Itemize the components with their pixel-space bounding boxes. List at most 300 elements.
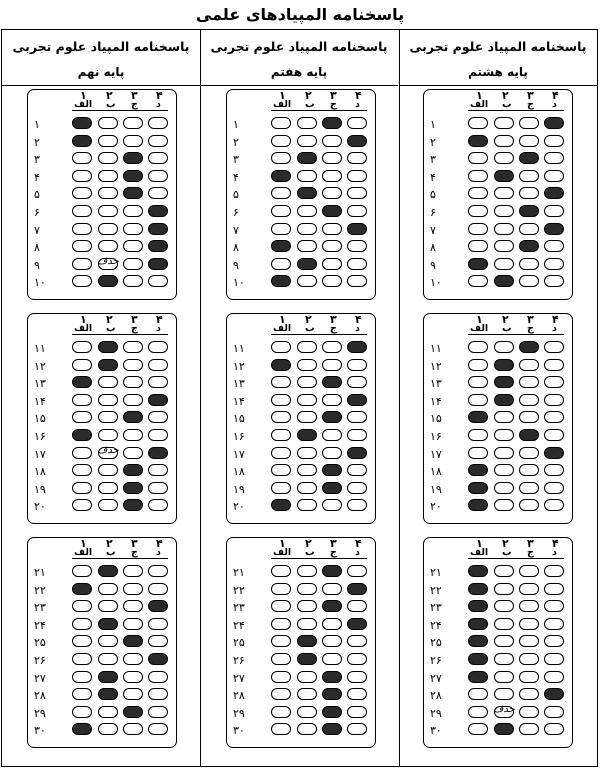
answer-bubble-option-1[interactable]: [271, 135, 291, 147]
answer-bubble-option-1[interactable]: [271, 583, 291, 595]
answer-bubble-option-2[interactable]: [98, 341, 118, 353]
answer-bubble-option-1[interactable]: [468, 359, 488, 371]
answer-bubble-option-4[interactable]: [544, 223, 564, 235]
answer-bubble-option-4[interactable]: [544, 618, 564, 630]
answer-bubble-option-4[interactable]: [544, 205, 564, 217]
answer-bubble-option-4[interactable]: [347, 618, 367, 630]
answer-bubble-option-2[interactable]: [98, 187, 118, 199]
answer-bubble-option-1[interactable]: [468, 482, 488, 494]
answer-bubble-option-2[interactable]: [297, 240, 317, 252]
answer-bubble-option-1[interactable]: [72, 499, 92, 511]
answer-bubble-option-4[interactable]: [544, 135, 564, 147]
answer-bubble-option-4[interactable]: [347, 688, 367, 700]
answer-bubble-option-3[interactable]: [519, 429, 539, 441]
answer-bubble-option-4[interactable]: [148, 394, 168, 406]
answer-bubble-option-1[interactable]: [468, 706, 488, 718]
answer-bubble-option-4[interactable]: [148, 565, 168, 577]
answer-bubble-option-1[interactable]: [271, 565, 291, 577]
answer-bubble-option-1[interactable]: [468, 187, 488, 199]
answer-bubble-option-2[interactable]: [297, 429, 317, 441]
answer-bubble-option-3[interactable]: [123, 429, 143, 441]
answer-bubble-option-2[interactable]: [98, 653, 118, 665]
answer-bubble-option-3[interactable]: [123, 223, 143, 235]
answer-bubble-option-2[interactable]: [98, 223, 118, 235]
answer-bubble-option-2[interactable]: [494, 411, 514, 423]
answer-bubble-option-3[interactable]: [123, 635, 143, 647]
answer-bubble-option-1[interactable]: [468, 653, 488, 665]
answer-bubble-option-2[interactable]: [98, 635, 118, 647]
answer-bubble-option-4[interactable]: [148, 240, 168, 252]
answer-bubble-option-4[interactable]: [544, 411, 564, 423]
answer-bubble-option-1[interactable]: [271, 205, 291, 217]
answer-bubble-option-4[interactable]: [347, 671, 367, 683]
answer-bubble-option-3[interactable]: [123, 600, 143, 612]
answer-bubble-option-4[interactable]: [347, 706, 367, 718]
answer-bubble-option-4[interactable]: [347, 583, 367, 595]
answer-bubble-option-4[interactable]: [347, 240, 367, 252]
answer-bubble-option-1[interactable]: [72, 635, 92, 647]
answer-bubble-option-2[interactable]: [98, 429, 118, 441]
answer-bubble-option-2[interactable]: [494, 376, 514, 388]
answer-bubble-option-4[interactable]: [347, 600, 367, 612]
answer-bubble-option-3[interactable]: [322, 482, 342, 494]
answer-bubble-option-4[interactable]: [148, 688, 168, 700]
answer-bubble-option-3[interactable]: [322, 394, 342, 406]
answer-bubble-option-3[interactable]: [123, 688, 143, 700]
answer-bubble-option-3[interactable]: [519, 464, 539, 476]
answer-bubble-option-3[interactable]: [519, 170, 539, 182]
answer-bubble-option-1[interactable]: [468, 671, 488, 683]
answer-bubble-option-2[interactable]: [98, 394, 118, 406]
answer-bubble-option-4[interactable]: [148, 723, 168, 735]
answer-bubble-option-3[interactable]: [519, 341, 539, 353]
answer-bubble-option-2[interactable]: [494, 600, 514, 612]
answer-bubble-option-1[interactable]: [468, 135, 488, 147]
answer-bubble-option-1[interactable]: [468, 723, 488, 735]
answer-bubble-option-1[interactable]: [72, 205, 92, 217]
answer-bubble-option-4[interactable]: [148, 706, 168, 718]
answer-bubble-option-4[interactable]: [148, 600, 168, 612]
answer-bubble-option-2[interactable]: [98, 723, 118, 735]
answer-bubble-option-3[interactable]: [123, 240, 143, 252]
answer-bubble-option-2[interactable]: [98, 170, 118, 182]
answer-bubble-option-1[interactable]: [271, 223, 291, 235]
answer-bubble-option-3[interactable]: [322, 671, 342, 683]
answer-bubble-option-3[interactable]: [519, 223, 539, 235]
answer-bubble-option-4[interactable]: [148, 187, 168, 199]
answer-bubble-option-2[interactable]: [297, 223, 317, 235]
answer-bubble-option-1[interactable]: [271, 671, 291, 683]
answer-bubble-option-2[interactable]: [494, 482, 514, 494]
answer-bubble-option-2[interactable]: [297, 170, 317, 182]
answer-bubble-option-1[interactable]: [468, 223, 488, 235]
answer-bubble-option-4[interactable]: [347, 635, 367, 647]
answer-bubble-option-1[interactable]: [72, 706, 92, 718]
answer-bubble-option-1[interactable]: [271, 170, 291, 182]
answer-bubble-option-2[interactable]: [98, 565, 118, 577]
answer-bubble-option-3[interactable]: [519, 376, 539, 388]
answer-bubble-option-4[interactable]: [544, 565, 564, 577]
answer-bubble-option-4[interactable]: [544, 706, 564, 718]
answer-bubble-option-3[interactable]: [123, 671, 143, 683]
answer-bubble-option-2[interactable]: [98, 152, 118, 164]
answer-bubble-option-1[interactable]: [271, 411, 291, 423]
answer-bubble-option-1[interactable]: [72, 275, 92, 287]
answer-bubble-option-2[interactable]: [494, 688, 514, 700]
answer-bubble-option-1[interactable]: [72, 394, 92, 406]
answer-bubble-option-1[interactable]: [72, 376, 92, 388]
answer-bubble-option-2[interactable]: [98, 600, 118, 612]
answer-bubble-option-3[interactable]: [322, 688, 342, 700]
answer-bubble-option-1[interactable]: [72, 359, 92, 371]
answer-bubble-option-2[interactable]: [98, 411, 118, 423]
answer-bubble-option-3[interactable]: [519, 152, 539, 164]
answer-bubble-option-3[interactable]: [519, 411, 539, 423]
answer-bubble-option-2[interactable]: [98, 464, 118, 476]
answer-bubble-option-1[interactable]: [271, 706, 291, 718]
answer-bubble-option-2[interactable]: [98, 482, 118, 494]
answer-bubble-option-4[interactable]: [148, 223, 168, 235]
answer-bubble-option-2[interactable]: [494, 723, 514, 735]
answer-bubble-option-1[interactable]: [468, 618, 488, 630]
answer-bubble-option-2[interactable]: [297, 447, 317, 459]
answer-bubble-option-1[interactable]: [271, 394, 291, 406]
answer-bubble-option-3[interactable]: [123, 583, 143, 595]
answer-bubble-option-1[interactable]: [271, 187, 291, 199]
answer-bubble-option-4[interactable]: [148, 482, 168, 494]
answer-bubble-option-4[interactable]: [347, 117, 367, 129]
answer-bubble-option-2[interactable]: [98, 117, 118, 129]
answer-bubble-option-3[interactable]: [322, 411, 342, 423]
answer-bubble-option-4[interactable]: [148, 653, 168, 665]
answer-bubble-option-3[interactable]: [123, 447, 143, 459]
answer-bubble-option-1[interactable]: [72, 223, 92, 235]
answer-bubble-option-3[interactable]: [322, 618, 342, 630]
answer-bubble-option-4[interactable]: [148, 583, 168, 595]
answer-bubble-option-3[interactable]: [123, 258, 143, 270]
answer-bubble-option-4[interactable]: [148, 618, 168, 630]
answer-bubble-option-2[interactable]: [494, 258, 514, 270]
answer-bubble-option-4[interactable]: [544, 258, 564, 270]
answer-bubble-option-2[interactable]: [98, 240, 118, 252]
answer-bubble-option-1[interactable]: [468, 117, 488, 129]
answer-bubble-option-1[interactable]: [72, 565, 92, 577]
answer-bubble-option-2[interactable]: [494, 223, 514, 235]
answer-bubble-option-4[interactable]: [148, 135, 168, 147]
answer-bubble-option-1[interactable]: [72, 341, 92, 353]
answer-bubble-option-4[interactable]: [544, 482, 564, 494]
answer-bubble-option-2[interactable]: [297, 583, 317, 595]
answer-bubble-option-3[interactable]: [123, 376, 143, 388]
answer-bubble-option-2[interactable]: [494, 583, 514, 595]
answer-bubble-option-4[interactable]: [148, 635, 168, 647]
answer-bubble-option-2[interactable]: [297, 117, 317, 129]
answer-bubble-option-3[interactable]: [519, 187, 539, 199]
answer-bubble-option-4[interactable]: [544, 688, 564, 700]
answer-bubble-option-1[interactable]: [271, 653, 291, 665]
answer-bubble-option-4[interactable]: [544, 341, 564, 353]
answer-bubble-option-2[interactable]: [297, 600, 317, 612]
answer-bubble-option-1[interactable]: [468, 152, 488, 164]
answer-bubble-option-3[interactable]: [123, 275, 143, 287]
answer-bubble-option-2[interactable]: [297, 723, 317, 735]
answer-bubble-option-4[interactable]: [148, 464, 168, 476]
answer-bubble-option-3[interactable]: [322, 499, 342, 511]
answer-bubble-option-4[interactable]: [347, 376, 367, 388]
answer-bubble-option-4[interactable]: [347, 482, 367, 494]
answer-bubble-option-1[interactable]: [72, 671, 92, 683]
answer-bubble-option-4[interactable]: [544, 394, 564, 406]
answer-bubble-option-4[interactable]: [347, 447, 367, 459]
answer-bubble-option-2[interactable]: [494, 565, 514, 577]
answer-bubble-option-3[interactable]: [322, 205, 342, 217]
answer-bubble-option-4[interactable]: [148, 205, 168, 217]
answer-bubble-option-1[interactable]: [271, 359, 291, 371]
answer-bubble-option-1[interactable]: [72, 482, 92, 494]
answer-bubble-option-4[interactable]: [347, 275, 367, 287]
answer-bubble-option-3[interactable]: [519, 447, 539, 459]
answer-bubble-option-2[interactable]: [297, 187, 317, 199]
answer-bubble-option-1[interactable]: [468, 688, 488, 700]
answer-bubble-option-2[interactable]: [297, 565, 317, 577]
answer-bubble-option-3[interactable]: [519, 671, 539, 683]
answer-bubble-option-2[interactable]: [297, 653, 317, 665]
answer-bubble-option-3[interactable]: [123, 359, 143, 371]
answer-bubble-option-3[interactable]: [322, 464, 342, 476]
answer-bubble-option-4[interactable]: [347, 411, 367, 423]
answer-bubble-option-3[interactable]: [519, 706, 539, 718]
answer-bubble-option-3[interactable]: [322, 341, 342, 353]
answer-bubble-option-4[interactable]: [148, 499, 168, 511]
answer-bubble-option-3[interactable]: [123, 170, 143, 182]
answer-bubble-option-2[interactable]: [297, 205, 317, 217]
answer-bubble-option-4[interactable]: [544, 359, 564, 371]
answer-bubble-option-1[interactable]: [72, 240, 92, 252]
answer-bubble-option-2[interactable]: [297, 671, 317, 683]
answer-bubble-option-1[interactable]: [271, 723, 291, 735]
answer-bubble-option-2[interactable]: [494, 499, 514, 511]
answer-bubble-option-2[interactable]: [98, 135, 118, 147]
answer-bubble-option-4[interactable]: [148, 429, 168, 441]
answer-bubble-option-2[interactable]: [98, 671, 118, 683]
answer-bubble-option-2[interactable]: [494, 187, 514, 199]
answer-bubble-option-1[interactable]: [271, 464, 291, 476]
answer-bubble-option-2[interactable]: [98, 499, 118, 511]
answer-bubble-option-4[interactable]: [347, 499, 367, 511]
answer-bubble-option-2[interactable]: [98, 618, 118, 630]
answer-bubble-option-3[interactable]: [123, 618, 143, 630]
answer-bubble-option-1[interactable]: [271, 258, 291, 270]
answer-bubble-option-2[interactable]: [494, 240, 514, 252]
answer-bubble-option-2[interactable]: [494, 341, 514, 353]
answer-bubble-option-2[interactable]: [494, 152, 514, 164]
answer-bubble-option-2[interactable]: [297, 341, 317, 353]
answer-bubble-option-1[interactable]: [468, 583, 488, 595]
answer-bubble-option-2[interactable]: [98, 376, 118, 388]
answer-bubble-option-4[interactable]: [544, 653, 564, 665]
answer-bubble-option-1[interactable]: [468, 341, 488, 353]
answer-bubble-option-1[interactable]: [468, 464, 488, 476]
answer-bubble-option-3[interactable]: [519, 258, 539, 270]
answer-bubble-option-3[interactable]: [519, 394, 539, 406]
answer-bubble-option-1[interactable]: [72, 117, 92, 129]
answer-bubble-option-2[interactable]: [297, 411, 317, 423]
answer-bubble-option-4[interactable]: [347, 429, 367, 441]
answer-bubble-option-1[interactable]: [72, 429, 92, 441]
answer-bubble-option-4[interactable]: [347, 565, 367, 577]
answer-bubble-option-4[interactable]: [347, 187, 367, 199]
answer-bubble-option-2[interactable]: [297, 688, 317, 700]
answer-bubble-option-1[interactable]: [271, 240, 291, 252]
answer-bubble-option-3[interactable]: [322, 152, 342, 164]
answer-bubble-option-3[interactable]: [322, 135, 342, 147]
answer-bubble-option-1[interactable]: [72, 688, 92, 700]
answer-bubble-option-3[interactable]: [123, 499, 143, 511]
answer-bubble-option-1[interactable]: [271, 429, 291, 441]
answer-bubble-option-3[interactable]: [123, 341, 143, 353]
answer-bubble-option-3[interactable]: [123, 152, 143, 164]
answer-bubble-option-4[interactable]: [347, 135, 367, 147]
answer-bubble-option-3[interactable]: [519, 583, 539, 595]
answer-bubble-option-4[interactable]: [544, 464, 564, 476]
answer-bubble-option-3[interactable]: [322, 723, 342, 735]
answer-bubble-option-3[interactable]: [519, 635, 539, 647]
answer-bubble-option-1[interactable]: [271, 152, 291, 164]
answer-bubble-option-4[interactable]: [148, 671, 168, 683]
answer-bubble-option-3[interactable]: [519, 240, 539, 252]
answer-bubble-option-2[interactable]: [297, 464, 317, 476]
answer-bubble-option-4[interactable]: [544, 429, 564, 441]
answer-bubble-option-2[interactable]: [494, 275, 514, 287]
answer-bubble-option-4[interactable]: [544, 152, 564, 164]
answer-bubble-option-4[interactable]: [544, 117, 564, 129]
answer-bubble-option-1[interactable]: [468, 499, 488, 511]
answer-bubble-option-2[interactable]: [494, 170, 514, 182]
answer-bubble-option-1[interactable]: [468, 205, 488, 217]
answer-bubble-option-2[interactable]: [494, 447, 514, 459]
answer-bubble-option-4[interactable]: [544, 600, 564, 612]
answer-bubble-option-2[interactable]: [297, 135, 317, 147]
answer-bubble-option-2[interactable]: [297, 482, 317, 494]
answer-bubble-option-3[interactable]: [123, 565, 143, 577]
answer-bubble-option-4[interactable]: [544, 170, 564, 182]
answer-bubble-option-1[interactable]: [271, 618, 291, 630]
answer-bubble-option-4[interactable]: [347, 464, 367, 476]
answer-bubble-option-3[interactable]: [519, 653, 539, 665]
answer-bubble-option-3[interactable]: [322, 565, 342, 577]
answer-bubble-option-1[interactable]: [271, 117, 291, 129]
answer-bubble-option-1[interactable]: [468, 394, 488, 406]
answer-bubble-option-1[interactable]: [468, 240, 488, 252]
answer-bubble-option-1[interactable]: [72, 723, 92, 735]
answer-bubble-option-3[interactable]: [519, 117, 539, 129]
answer-bubble-option-1[interactable]: [72, 653, 92, 665]
answer-bubble-option-4[interactable]: [148, 170, 168, 182]
answer-bubble-option-2[interactable]: [297, 376, 317, 388]
answer-bubble-option-3[interactable]: [519, 565, 539, 577]
answer-bubble-option-3[interactable]: [123, 205, 143, 217]
answer-bubble-option-4[interactable]: [148, 411, 168, 423]
answer-bubble-option-4[interactable]: [544, 671, 564, 683]
answer-bubble-option-2[interactable]: [98, 359, 118, 371]
answer-bubble-option-3[interactable]: [322, 583, 342, 595]
answer-bubble-option-4[interactable]: [347, 152, 367, 164]
answer-bubble-option-4[interactable]: [544, 187, 564, 199]
answer-bubble-option-2[interactable]: [98, 583, 118, 595]
answer-bubble-option-2[interactable]: [494, 635, 514, 647]
answer-bubble-option-3[interactable]: [322, 706, 342, 718]
answer-bubble-option-1[interactable]: [468, 275, 488, 287]
answer-bubble-option-4[interactable]: [347, 170, 367, 182]
answer-bubble-option-3[interactable]: [123, 653, 143, 665]
answer-bubble-option-4[interactable]: [544, 499, 564, 511]
answer-bubble-option-4[interactable]: [347, 205, 367, 217]
answer-bubble-option-4[interactable]: [347, 653, 367, 665]
answer-bubble-option-1[interactable]: [468, 447, 488, 459]
answer-bubble-option-1[interactable]: [72, 583, 92, 595]
answer-bubble-option-3[interactable]: [123, 723, 143, 735]
answer-bubble-option-4[interactable]: [347, 341, 367, 353]
answer-bubble-option-1[interactable]: [72, 447, 92, 459]
answer-bubble-option-4[interactable]: [544, 240, 564, 252]
answer-bubble-option-4[interactable]: [544, 583, 564, 595]
answer-bubble-option-3[interactable]: [123, 394, 143, 406]
answer-bubble-option-3[interactable]: [519, 499, 539, 511]
answer-bubble-option-2[interactable]: [494, 429, 514, 441]
answer-bubble-option-4[interactable]: [148, 359, 168, 371]
answer-bubble-option-1[interactable]: [468, 411, 488, 423]
answer-bubble-option-3[interactable]: [123, 411, 143, 423]
answer-bubble-option-2[interactable]: [297, 635, 317, 647]
answer-bubble-option-3[interactable]: [519, 618, 539, 630]
answer-bubble-option-3[interactable]: [322, 635, 342, 647]
answer-bubble-option-3[interactable]: [123, 706, 143, 718]
answer-bubble-option-3[interactable]: [123, 464, 143, 476]
answer-bubble-option-1[interactable]: [271, 600, 291, 612]
answer-bubble-option-4[interactable]: [544, 376, 564, 388]
answer-bubble-option-3[interactable]: [322, 359, 342, 371]
answer-bubble-option-1[interactable]: [271, 275, 291, 287]
answer-bubble-option-4[interactable]: [148, 341, 168, 353]
answer-bubble-option-3[interactable]: [322, 275, 342, 287]
answer-bubble-option-2[interactable]: [494, 618, 514, 630]
answer-bubble-option-3[interactable]: [519, 135, 539, 147]
answer-bubble-option-2[interactable]: [98, 275, 118, 287]
answer-bubble-option-1[interactable]: [468, 429, 488, 441]
answer-bubble-option-2[interactable]: [297, 152, 317, 164]
answer-bubble-option-2[interactable]: [297, 499, 317, 511]
answer-bubble-option-1[interactable]: [72, 152, 92, 164]
answer-bubble-option-3[interactable]: [322, 429, 342, 441]
answer-bubble-option-4[interactable]: [148, 117, 168, 129]
answer-bubble-option-2[interactable]: [98, 688, 118, 700]
answer-bubble-option-4[interactable]: [544, 275, 564, 287]
answer-bubble-option-4[interactable]: [347, 723, 367, 735]
answer-bubble-option-4[interactable]: [148, 275, 168, 287]
answer-bubble-option-2[interactable]: [297, 618, 317, 630]
answer-bubble-option-3[interactable]: [322, 653, 342, 665]
answer-bubble-option-4[interactable]: [148, 258, 168, 270]
answer-bubble-option-1[interactable]: [72, 411, 92, 423]
answer-bubble-option-2[interactable]: [494, 117, 514, 129]
answer-bubble-option-4[interactable]: [544, 635, 564, 647]
answer-bubble-option-1[interactable]: [468, 258, 488, 270]
answer-bubble-option-3[interactable]: [123, 117, 143, 129]
answer-bubble-option-1[interactable]: [72, 464, 92, 476]
answer-bubble-option-2[interactable]: [494, 205, 514, 217]
answer-bubble-option-1[interactable]: [72, 618, 92, 630]
answer-bubble-option-3[interactable]: [322, 117, 342, 129]
